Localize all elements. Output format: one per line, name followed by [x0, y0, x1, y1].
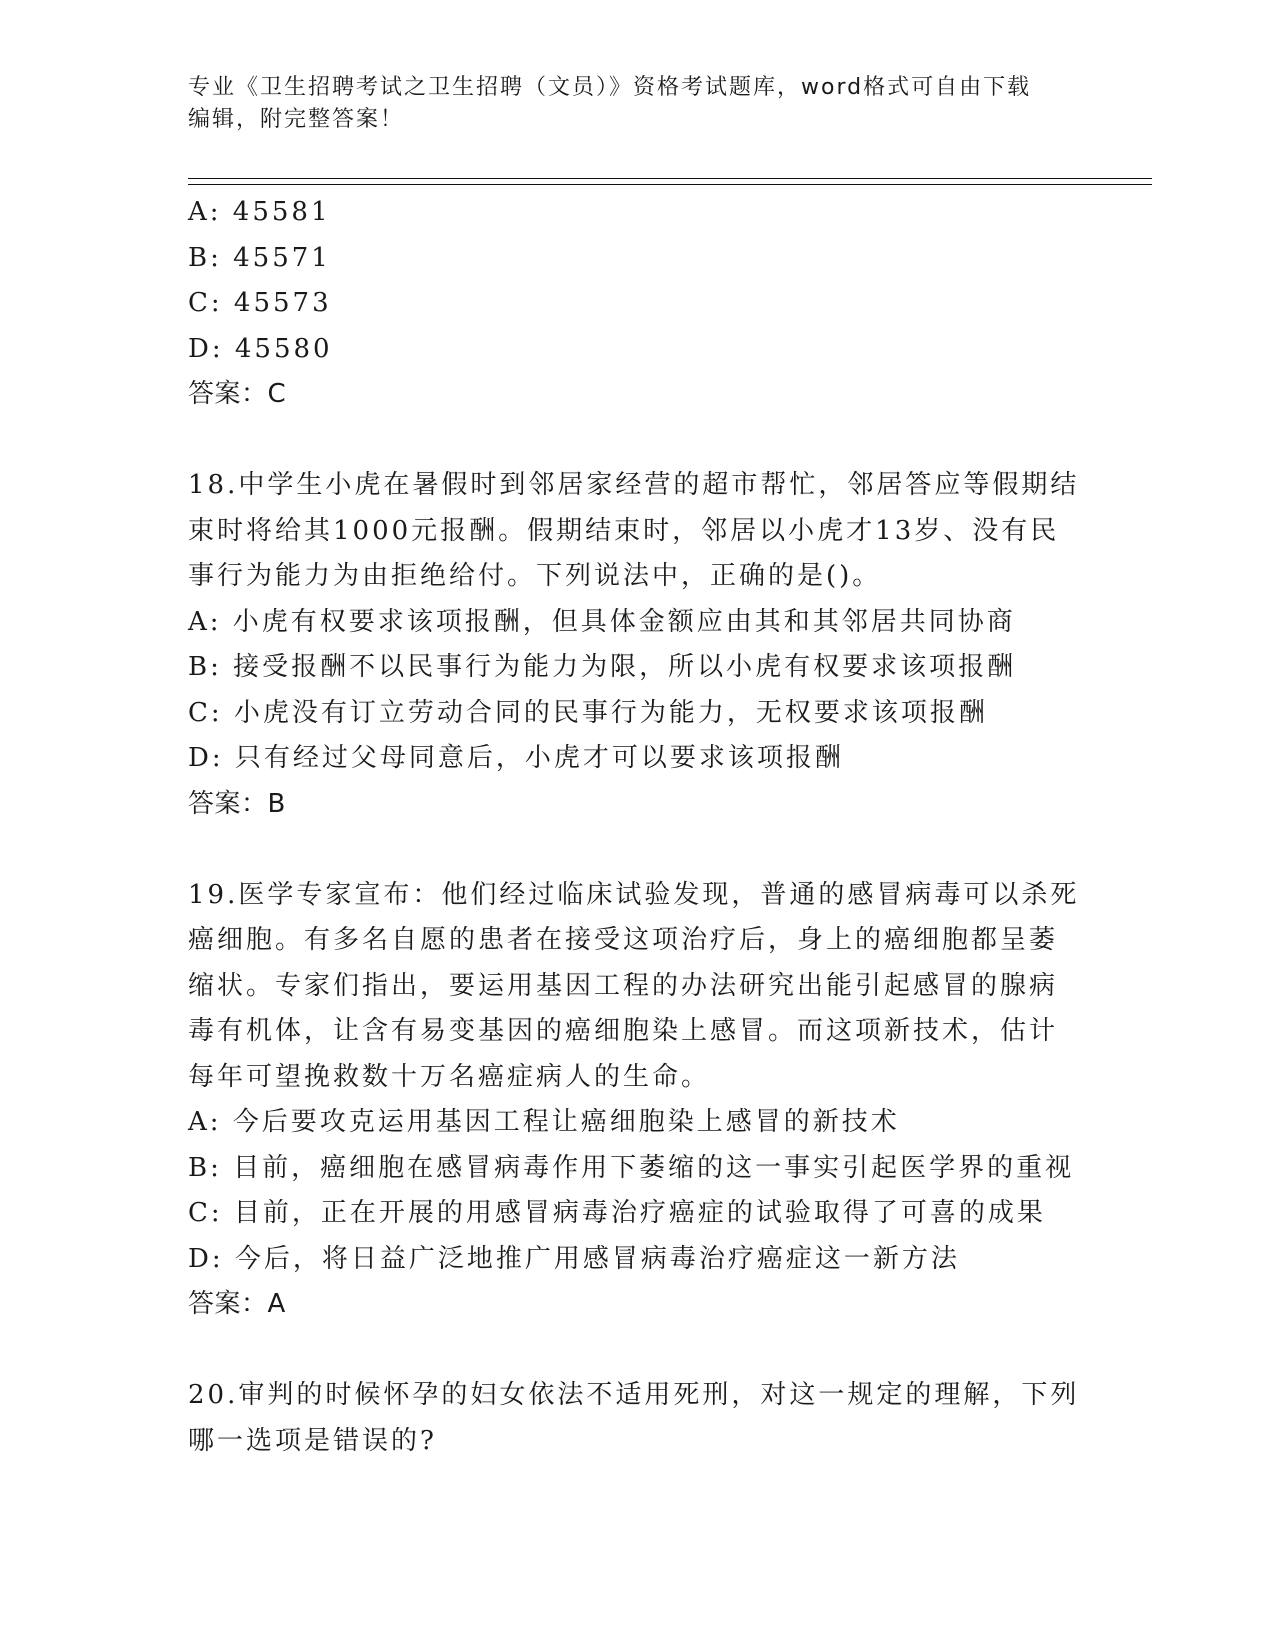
option-c: C: 目前，正在开展的用感冒病毒治疗癌症的试验取得了可喜的成果	[188, 1198, 1046, 1228]
answer-line: 答案：A	[188, 1289, 286, 1319]
option-d: D: 今后，将日益广泛地推广用感冒病毒治疗癌症这一新方法	[188, 1243, 960, 1274]
option-d: D: 45580	[188, 333, 333, 364]
spacer	[188, 1328, 1088, 1374]
question-stem-line: 束时将给其1000元报酬。假期结束时，邻居以小虎才13岁、没有民	[188, 515, 1060, 546]
header-line-1: 专业《卫生招聘考试之卫生招聘（文员）》资格考试题库，word格式可自由下载	[188, 75, 1032, 100]
answer-line: 答案：B	[188, 788, 286, 819]
question-body	[188, 190, 1088, 1464]
option-b: B: 接受报酬不以民事行为能力为限，所以小虎有权要求该项报酬	[188, 652, 1017, 682]
question-17	[188, 190, 1088, 418]
header-divider	[188, 178, 1152, 185]
question-stem-line: 每年可望挽救数十万名癌症病人的生命。	[188, 1061, 711, 1092]
question-18	[188, 463, 1088, 827]
answer-line: 答案：C	[188, 379, 287, 409]
spacer	[188, 827, 1088, 873]
option-b: B: 目前，癌细胞在感冒病毒作用下萎缩的这一事实引起医学界的重视	[188, 1152, 1075, 1183]
header-line-2: 编辑，附完整答案！	[188, 107, 405, 132]
question-stem-line: 18.中学生小虎在暑假时到邻居家经营的超市帮忙，邻居答应等假期结	[188, 470, 1080, 500]
question-stem-line: 19.医学专家宣布：他们经过临床试验发现，普通的感冒病毒可以杀死	[188, 879, 1080, 910]
question-stem-line: 缩状。专家们指出，要运用基因工程的办法研究出能引起感冒的腺病	[188, 970, 1059, 1001]
option-c: C: 小虎没有订立劳动合同的民事行为能力，无权要求该项报酬	[188, 697, 988, 728]
question-stem-line: 事行为能力为由拒绝给付。下列说法中，正确的是()。	[188, 561, 882, 591]
question-stem-line: 20.审判的时候怀孕的妇女依法不适用死刑，对这一规定的理解，下列	[188, 1380, 1080, 1410]
option-a: A: 今后要攻克运用基因工程让癌细胞染上感冒的新技术	[188, 1107, 900, 1137]
question-stem-line: 哪一选项是错误的?	[188, 1425, 437, 1456]
option-b: B: 45571	[188, 242, 331, 273]
question-20	[188, 1373, 1088, 1464]
question-stem-line: 癌细胞。有多名自愿的患者在接受这项治疗后，身上的癌细胞都呈萎	[188, 925, 1059, 955]
question-stem-line: 毒有机体，让含有易变基因的癌细胞染上感冒。而这项新技术，估计	[188, 1016, 1059, 1046]
option-a: A: 45581	[188, 197, 331, 227]
question-19	[188, 873, 1088, 1328]
option-a: A: 小虎有权要求该项报酬，但具体金额应由其和其邻居共同协商	[188, 606, 1016, 637]
document-header	[188, 72, 1068, 136]
spacer	[188, 418, 1088, 464]
option-c: C: 45573	[188, 288, 332, 318]
option-d: D: 只有经过父母同意后，小虎才可以要求该项报酬	[188, 743, 844, 773]
